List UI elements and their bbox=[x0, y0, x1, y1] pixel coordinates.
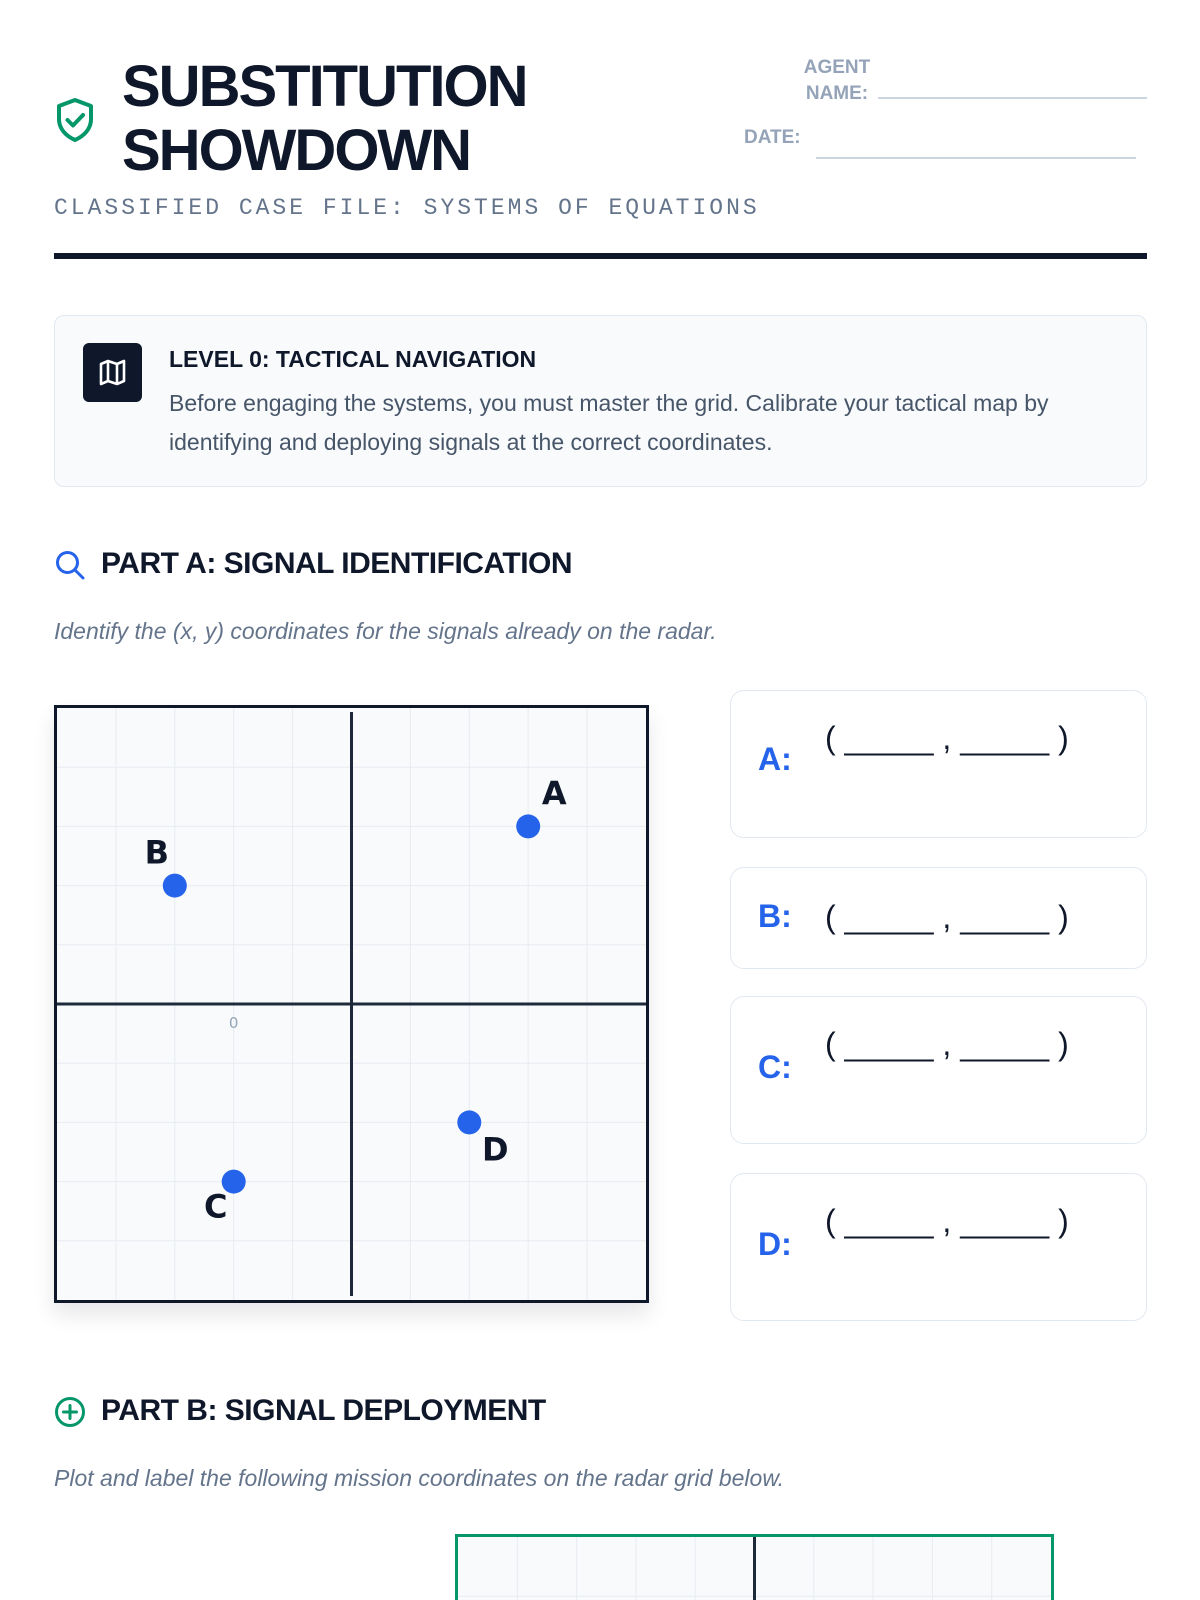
answer-blank-d[interactable]: ( _____ , _____ ) bbox=[825, 1203, 1069, 1239]
date-label: DATE: bbox=[744, 127, 801, 148]
signal-label-b: B bbox=[144, 833, 169, 872]
answer-label-d: D: bbox=[758, 1226, 792, 1262]
signal-point-b bbox=[163, 874, 187, 898]
origin-label: 0 bbox=[228, 1014, 239, 1032]
radar-grid-a bbox=[54, 705, 649, 1303]
agent-name-field[interactable] bbox=[878, 97, 1147, 99]
answer-label-b: B: bbox=[758, 898, 792, 934]
answer-card-d bbox=[730, 1173, 1147, 1321]
answer-card-b bbox=[730, 867, 1147, 969]
answer-blank-a[interactable]: ( _____ , _____ ) bbox=[825, 720, 1069, 756]
answer-card-c bbox=[730, 996, 1147, 1144]
answer-label-c: C: bbox=[758, 1049, 792, 1085]
answer-label-a: A: bbox=[758, 741, 792, 777]
intro-title: LEVEL 0: TACTICAL NAVIGATION bbox=[169, 346, 537, 372]
intro-text: Before engaging the systems, you must master the grid. Calibrate your tactical map by identifying and deploying signals at the correct coordinates. bbox=[169, 390, 1049, 455]
signal-point-a bbox=[516, 814, 540, 838]
signal-label-a: A bbox=[541, 774, 567, 813]
part-a-title: PART A: SIGNAL IDENTIFICATION bbox=[101, 547, 573, 580]
part-b-title: PART B: SIGNAL DEPLOYMENT bbox=[101, 1394, 546, 1427]
page-subtitle: CLASSIFIED CASE FILE: SYSTEMS OF EQUATIONS bbox=[54, 195, 760, 221]
shield-check-icon bbox=[54, 97, 96, 143]
answer-blank-c[interactable]: ( _____ , _____ ) bbox=[825, 1026, 1069, 1062]
date-field[interactable] bbox=[816, 157, 1136, 159]
title-line-2: SHOWDOWN bbox=[122, 118, 471, 183]
signal-label-c: C bbox=[203, 1187, 228, 1226]
answer-card-a bbox=[730, 690, 1147, 838]
plus-circle-icon bbox=[54, 1396, 86, 1428]
signal-point-d bbox=[457, 1110, 481, 1134]
title-line-1: SUBSTITUTION bbox=[122, 54, 527, 119]
radar-grid-b-svg bbox=[458, 1537, 1051, 1600]
intro-card bbox=[54, 315, 1147, 487]
agent-name-label: AGENT NAME: bbox=[803, 57, 871, 104]
radar-grid-b[interactable] bbox=[455, 1534, 1054, 1600]
header bbox=[54, 55, 1147, 260]
answer-blank-b[interactable]: ( _____ , _____ ) bbox=[825, 899, 1069, 935]
header-divider bbox=[54, 253, 1147, 259]
page-title bbox=[122, 55, 527, 183]
search-icon bbox=[54, 549, 86, 581]
radar-grid-svg bbox=[57, 708, 646, 1300]
signal-label-d: D bbox=[482, 1130, 509, 1169]
map-icon bbox=[83, 343, 142, 402]
part-a-instruction: Identify the (x, y) coordinates for the signals already on the radar. bbox=[54, 618, 717, 644]
part-b-instruction: Plot and label the following mission coordinates on the radar grid below. bbox=[54, 1465, 785, 1491]
